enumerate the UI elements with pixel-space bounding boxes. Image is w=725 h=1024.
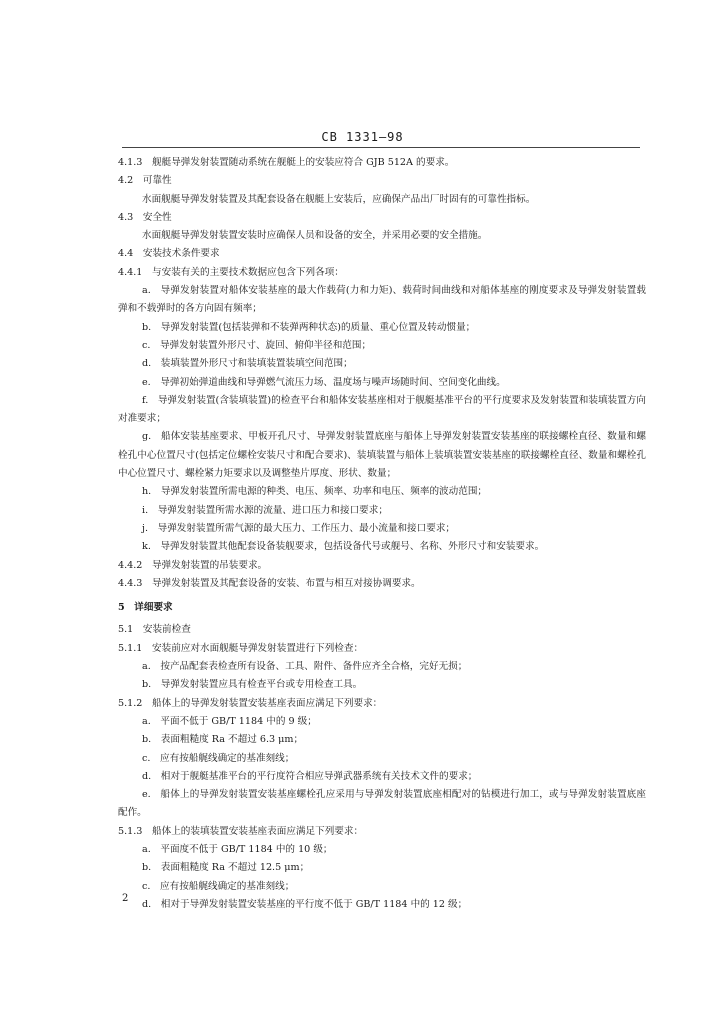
list-item-5-1-3-c: c. 应有按船艉线确定的基准刻线； (142, 880, 295, 892)
clause-5-1-3: 5.1.3 船体上的装填装置安装基座表面应满足下列要求： (118, 825, 364, 837)
list-item-5-1-1-a: a. 按产品配套表检查所有设备、工具、附件、备件应齐全合格，完好无损； (142, 661, 468, 673)
list-item-5-1-2-a: a. 平面不低于 GB/T 1184 中的 9 级； (142, 715, 317, 727)
clause-5-1-2: 5.1.2 船体上的导弹发射装置安装基座表面应满足下列要求： (118, 697, 383, 709)
list-item-5-1-2-c: c. 应有按船艉线确定的基准刻线； (142, 752, 295, 764)
list-item-5-1-3-a: a. 平面度不低于 GB/T 1184 中的 10 级； (142, 843, 333, 855)
list-item-e: e. 导弹初始弹道曲线和导弹燃气流压力场、温度场与噪声场随时间、空间变化曲线。 (142, 376, 506, 388)
list-item-5-1-2-b: b. 表面粗糙度 Ra 不超过 6.3 μm； (142, 734, 304, 746)
page-number: 2 (122, 893, 129, 904)
list-item-b: b. 导弹发射装置(包括装弹和不装弹两种状态)的质量、重心位置及转动惯量； (142, 321, 476, 333)
clause-4-4-1: 4.4.1 与安装有关的主要技术数据应包含下列各项： (118, 266, 344, 278)
heading-4-4: 4.4 安装技术条件要求 (118, 248, 220, 260)
paragraph-4-3: 水面舰艇导弹发射装置安装时应确保人员和设备的安全，并采用必要的安全措施。 (142, 230, 488, 242)
list-item-k: k. 导弹发射装置其他配套设备装舰要求，包括设备代号或舰号、名称、外形尺寸和安装要求。 (142, 541, 545, 553)
heading-5-1: 5.1 安装前检查 (118, 624, 191, 636)
paragraph-4-2: 水面舰艇导弹发射装置及其配套设备在舰艇上安装后，应确保产品出厂时固有的可靠性指标。 (142, 193, 536, 205)
list-item-j: j. 导弹发射装置所需气源的最大压力、工作压力、最小流量和接口要求； (142, 522, 456, 534)
list-item-a: a. 导弹发射装置对船体安装基座的最大作载荷(力和力矩)、载荷时间曲线和对船体基座的刚度要求及导弹发射装置载弹和不载弹时的各方向固有频率； (118, 285, 646, 315)
list-item-g: g. 船体安装基座要求、甲板开孔尺寸、导弹发射装置底座与船体上导弹发射装置安装基座的联接螺栓直径、数量和螺栓孔中心位置尺寸(包括定位螺栓安装尺寸和配合要求)、装填装置与船体上装填装置安装基座的联接螺栓直径、数量和螺栓孔中心位置尺寸、螺栓紧力矩要求以及调整垫片厚度、形状、数量； (118, 431, 646, 480)
list-item-f: f. 导弹发射装置(含装填装置)的检查平台和船体安装基座相对于舰艇基准平台的平行度要求及发射装置和装填装置方向对准要求； (118, 394, 646, 425)
list-item-5-1-2-d: d. 相对于舰艇基准平台的平行度符合相应导弹武器系统有关技术文件的要求； (142, 770, 478, 782)
heading-4-3: 4.3 安全性 (118, 211, 172, 223)
header-rule (122, 147, 640, 148)
clause-4-4-3: 4.4.3 导弹发射装置及其配套设备的安装、布置与相互对接协调要求。 (118, 577, 421, 589)
list-item-5-1-1-b: b. 导弹发射装置应具有检查平台或专用检查工具。 (142, 679, 363, 691)
list-item-h: h. 导弹发射装置所需电源的种类、电压、频率、功率和电压、频率的波动范围； (142, 486, 488, 498)
body-text (118, 154, 646, 914)
standard-header: CB 1331—98 (321, 130, 404, 144)
list-item-5-1-2-e: e. 船体上的导弹发射装置安装基座螺栓孔应采用与导弹发射装置底座相配对的钻模进行加工，或与导弹发射装置底座配作。 (118, 789, 646, 819)
list-item-5-1-3-b: b. 表面粗糙度 Ra 不超过 12.5 μm； (142, 862, 310, 874)
list-item-5-1-3-d: d. 相对于导弹发射装置安装基座的平行度不低于 GB/T 1184 中的 12 级； (142, 898, 468, 910)
section-5-heading: 5 详细要求 (118, 602, 173, 614)
list-item-d: d. 装填装置外形尺寸和装填装置装填空间范围； (142, 358, 353, 370)
clause-4-1-3: 4.1.3 舰艇导弹发射装置随动系统在舰艇上的安装应符合 GJB 512A 的要求。 (118, 157, 455, 168)
heading-4-2: 4.2 可靠性 (118, 175, 172, 187)
list-item-c: c. 导弹发射装置外形尺寸、旋回、俯仰半径和范围； (142, 339, 372, 351)
clause-5-1-1: 5.1.1 安装前应对水面舰艇导弹发射装置进行下列检查： (118, 642, 364, 654)
list-item-i: i. 导弹发射装置所需水源的流量、进口压力和接口要求； (142, 504, 388, 516)
clause-4-4-2: 4.4.2 导弹发射装置的吊装要求。 (118, 559, 268, 571)
